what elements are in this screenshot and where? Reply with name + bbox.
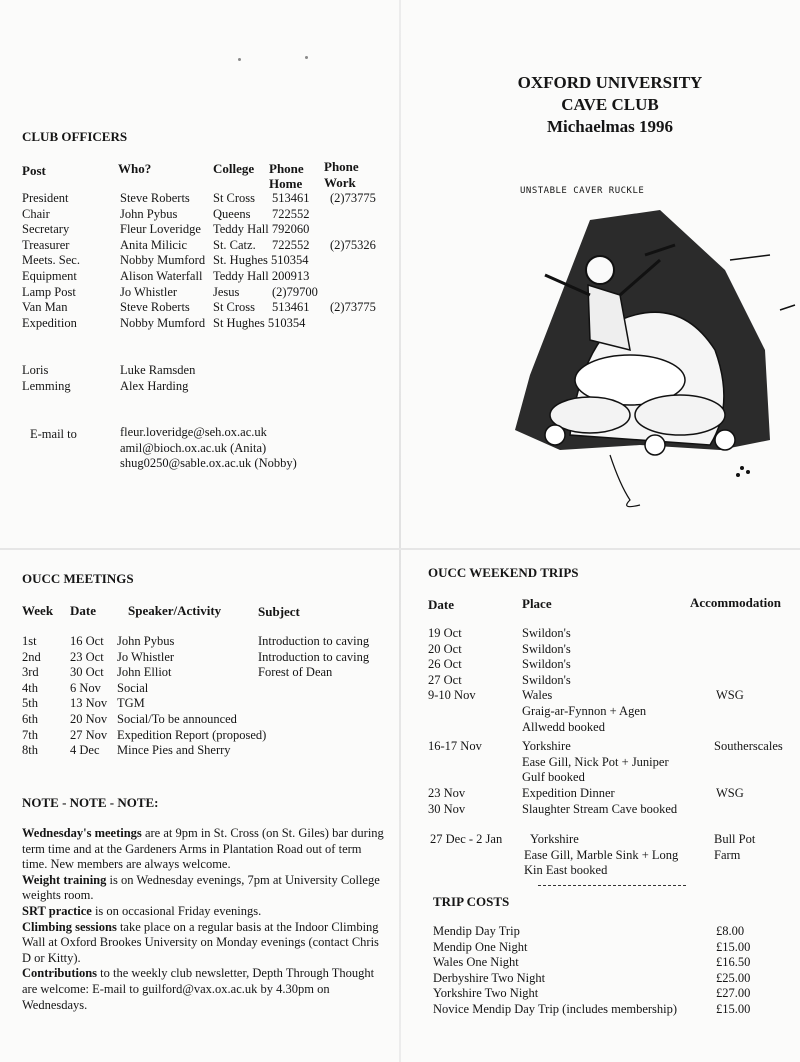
table-row (428, 802, 798, 818)
col-college-header: College (213, 161, 255, 176)
table-row (22, 650, 397, 666)
table-row (428, 626, 798, 642)
table-row (428, 642, 798, 658)
who: Steve Roberts (120, 191, 190, 205)
trip-place: Ease Gill, Nick Pot + Juniper (522, 754, 669, 769)
trip-name: Novice Mendip Day Trip (includes membership) (433, 1002, 678, 1016)
note-bold: SRT practice (22, 903, 92, 918)
table-row (428, 770, 798, 786)
col-subject-header: Subject (258, 604, 300, 619)
trip-cost: £25.00 (716, 970, 751, 985)
college: St Cross (213, 191, 256, 205)
date: 13 Nov (70, 696, 108, 711)
email-list (120, 425, 297, 472)
note-bold: Wednesday's meetings (22, 826, 142, 840)
trip-place: Swildon's (522, 626, 571, 640)
date: 30 Oct (70, 665, 104, 680)
trip-date: 27 Dec - 2 Jan (430, 832, 503, 846)
who: Anita Milicic (120, 237, 187, 252)
table-row (433, 1002, 763, 1018)
work: (2)73775 (330, 191, 376, 205)
note-paragraph (22, 873, 384, 904)
date: 20 Nov (70, 712, 108, 726)
work: (2)73775 (330, 300, 376, 315)
college: St. Catz. (213, 237, 256, 252)
home: 513461 (272, 300, 310, 315)
table-row (22, 665, 397, 681)
trip-place: Swildon's (522, 672, 571, 687)
col-accommodation-header: Accommodation (690, 595, 781, 610)
trip-name: Yorkshire Two Night (433, 986, 539, 1001)
home: 722552 (272, 206, 310, 221)
table-row (428, 688, 798, 704)
trip-name: Mendip Day Trip (433, 924, 520, 938)
trip-accommodation: Bull Pot (714, 832, 756, 846)
who: Luke Ramsden (120, 363, 196, 377)
col-phone-work-header-2: Work (324, 175, 356, 190)
week: 2nd (22, 649, 41, 664)
home: 722552 (272, 237, 310, 252)
week: 5th (22, 696, 38, 711)
table-row (22, 634, 397, 650)
trip-cost: £15.00 (716, 939, 751, 954)
page-fold-vertical (399, 0, 401, 1062)
table-row (428, 704, 798, 720)
list-item (22, 379, 322, 395)
table-row (428, 755, 798, 771)
club-title (495, 72, 725, 138)
table-row (22, 253, 397, 269)
post: Secretary (22, 222, 70, 237)
trip-accommodation: Southerscales (714, 739, 783, 753)
trip-date: 16-17 Nov (428, 739, 482, 753)
trip-date: 27 Oct (428, 672, 462, 687)
table-row (22, 207, 397, 223)
trip-place: Graig-ar-Fynnon + Agen (522, 704, 647, 718)
week: 8th (22, 743, 38, 758)
home: (2)79700 (272, 284, 318, 299)
college: St Cross (213, 300, 256, 315)
trip-place: Swildon's (522, 641, 571, 656)
table-row (22, 269, 397, 285)
week: 6th (22, 712, 38, 726)
trip-place: Yorkshire (530, 832, 579, 846)
note-bold: Contributions (22, 966, 98, 981)
post: Van Man (22, 300, 68, 315)
post: Lemming (22, 379, 71, 393)
trip-place: Swildon's (522, 657, 571, 672)
cartoon-caption: UNSTABLE CAVER RUCKLE (520, 186, 645, 196)
post: President (22, 191, 69, 205)
note-body (22, 826, 384, 1013)
table-row (22, 728, 397, 744)
scan-speck (305, 56, 308, 59)
date: 16 Oct (70, 634, 104, 648)
list-item (22, 363, 322, 379)
college: Teddy Hall 792060 (213, 222, 310, 237)
trip-date: 23 Nov (428, 786, 466, 800)
date: 4 Dec (70, 743, 100, 758)
date: 23 Oct (70, 649, 104, 664)
officers-heading: CLUB OFFICERS (22, 129, 128, 144)
speaker: TGM (117, 696, 145, 711)
divider (538, 885, 686, 886)
note-paragraph (22, 904, 384, 920)
who: Steve Roberts (120, 300, 190, 315)
table-row (22, 300, 397, 316)
email-address: amil@bioch.ox.ac.uk (Anita) (120, 440, 267, 455)
trip-cost: £27.00 (716, 986, 751, 1001)
subject: Introduction to caving (258, 649, 370, 664)
col-speaker-header: Speaker/Activity (128, 603, 222, 618)
trip-date: 19 Oct (428, 626, 462, 640)
table-row (428, 720, 798, 736)
table-row (428, 786, 798, 802)
date: 27 Nov (70, 727, 108, 742)
table-row (428, 832, 798, 848)
note-text: is on Wednesday evenings, 7pm at University College weights room. (22, 872, 380, 903)
speaker: Social (117, 680, 149, 695)
col-phone-home-header: Phone (269, 161, 304, 176)
speaker: Jo Whistler (117, 649, 175, 664)
table-row (22, 285, 397, 301)
col-phone-home-header-2: Home (269, 176, 303, 191)
who: Nobby Mumford (120, 315, 206, 330)
college: St Hughes 510354 (213, 315, 306, 330)
trip-date: 26 Oct (428, 657, 462, 672)
trip-accommodation: WSG (716, 786, 744, 800)
speaker: John Pybus (117, 634, 175, 648)
col-week-header: Week (22, 603, 54, 618)
date: 6 Nov (70, 680, 101, 695)
trip-place: Yorkshire (522, 739, 571, 753)
meetings-heading: OUCC MEETINGS (22, 571, 134, 586)
table-row (428, 863, 798, 879)
week: 3rd (22, 665, 39, 680)
post: Lamp Post (22, 284, 76, 299)
note-paragraph (22, 920, 384, 967)
note-text: take place on a regular basis at the Indoor Climbing Wall at Oxford Brookes University on Monday evenings (contact Chris D or Kitty). (22, 919, 379, 965)
col-post-header: Post (22, 163, 46, 178)
trip-accommodation: Farm (714, 847, 741, 862)
trip-place: Gulf booked (522, 770, 585, 785)
trip-name: Derbyshire Two Night (433, 970, 546, 985)
trip-cost: £8.00 (716, 924, 745, 938)
week: 4th (22, 680, 38, 695)
trip-name: Wales One Night (433, 955, 519, 970)
trip-name: Mendip One Night (433, 939, 528, 954)
post: Equipment (22, 269, 77, 283)
trip-date: 9-10 Nov (428, 688, 476, 703)
post: Meets. Sec. (22, 253, 80, 268)
college: Jesus (213, 284, 240, 299)
trip-date: 30 Nov (428, 801, 466, 816)
table-row (433, 940, 763, 956)
table-row (22, 696, 397, 712)
note-bold: Weight training (22, 872, 107, 887)
college: Teddy Hall 200913 (213, 269, 310, 283)
who: Nobby Mumford (120, 253, 206, 268)
who: John Pybus (120, 206, 178, 221)
page-fold-horizontal (0, 548, 800, 550)
trip-place: Ease Gill, Marble Sink + Long (524, 847, 679, 862)
college: St. Hughes 510354 (213, 253, 309, 268)
home: 513461 (272, 191, 310, 205)
col-phone-work-header: Phone (324, 159, 359, 174)
table-row (22, 316, 397, 332)
table-row (428, 739, 798, 755)
post: Expedition (22, 315, 77, 330)
post: Treasurer (22, 237, 70, 252)
table-row (22, 238, 397, 254)
trip-place: Kin East booked (524, 863, 608, 878)
note-paragraph (22, 826, 384, 873)
trip-place: Wales (522, 688, 553, 703)
table-row (22, 712, 397, 728)
other-officers (22, 363, 322, 397)
note-bold: Climbing sessions (22, 919, 117, 934)
trip-place: Slaughter Stream Cave booked (522, 801, 678, 816)
speaker: John Elliot (117, 665, 172, 680)
table-row (428, 657, 798, 673)
costs-heading: TRIP COSTS (433, 894, 510, 909)
table-row (22, 743, 397, 759)
speaker: Expedition Report (proposed) (117, 727, 267, 742)
who: Alex Harding (120, 379, 189, 393)
trips-heading: OUCC WEEKEND TRIPS (428, 565, 579, 580)
trip-place: Allwedd booked (522, 719, 605, 734)
table-row (22, 681, 397, 697)
note-text: to the weekly club newsletter, Depth Through Thought are welcome: E-mail to guilford@vax.ox.ac.uk by 4.30pm on Wednesdays. (22, 966, 375, 1012)
table-row (22, 222, 397, 238)
speaker: Mince Pies and Sherry (117, 743, 231, 758)
speaker: Social/To be announced (117, 712, 237, 726)
note-text: is on occasional Friday evenings. (91, 903, 262, 918)
subject: Forest of Dean (258, 665, 333, 680)
who: Jo Whistler (120, 284, 178, 299)
note-paragraph (22, 966, 384, 1013)
email-address: shug0250@sable.ox.ac.uk (Nobby) (120, 456, 297, 471)
table-row (428, 848, 798, 864)
meetings-header-row (22, 603, 402, 621)
email-address: fleur.loveridge@seh.ox.ac.uk (120, 425, 267, 439)
title-line-2: CAVE CLUB (561, 95, 659, 114)
subject: Introduction to caving (258, 634, 370, 648)
table-row (433, 971, 763, 987)
title-line-1: OXFORD UNIVERSITY (517, 73, 703, 92)
post: Chair (22, 206, 50, 221)
trips-header-row (428, 596, 798, 614)
table-row (433, 986, 763, 1002)
scan-speck (238, 58, 241, 61)
col-date-header: Date (70, 603, 96, 618)
email-label: E-mail to (30, 427, 77, 441)
post: Loris (22, 363, 49, 377)
trip-cost: £16.50 (716, 955, 751, 970)
who: Alison Waterfall (120, 269, 203, 283)
trip-cost: £15.00 (716, 1002, 751, 1016)
col-place-header: Place (522, 596, 552, 611)
col-date-header: Date (428, 597, 454, 612)
trip-date: 20 Oct (428, 641, 462, 656)
note-text: are at 9pm in St. Cross (on St. Giles) bar during term time and at the Gardeners Arms in Plantation Road out of term time. New members are always welcome. (22, 826, 384, 872)
table-row (433, 955, 763, 971)
table-row (433, 924, 763, 940)
caver-ruckle-cartoon (470, 200, 800, 520)
table-row (22, 191, 397, 207)
note-heading: NOTE - NOTE - NOTE: (22, 795, 159, 810)
table-row (428, 673, 798, 689)
title-line-3: Michaelmas 1996 (546, 117, 674, 136)
trip-accommodation: WSG (716, 688, 744, 703)
week: 1st (22, 634, 37, 648)
col-who-header: Who? (118, 161, 152, 176)
week: 7th (22, 727, 38, 742)
work: (2)75326 (330, 237, 376, 252)
trip-place: Expedition Dinner (522, 786, 615, 800)
college: Queens (213, 206, 251, 221)
who: Fleur Loveridge (120, 222, 201, 237)
